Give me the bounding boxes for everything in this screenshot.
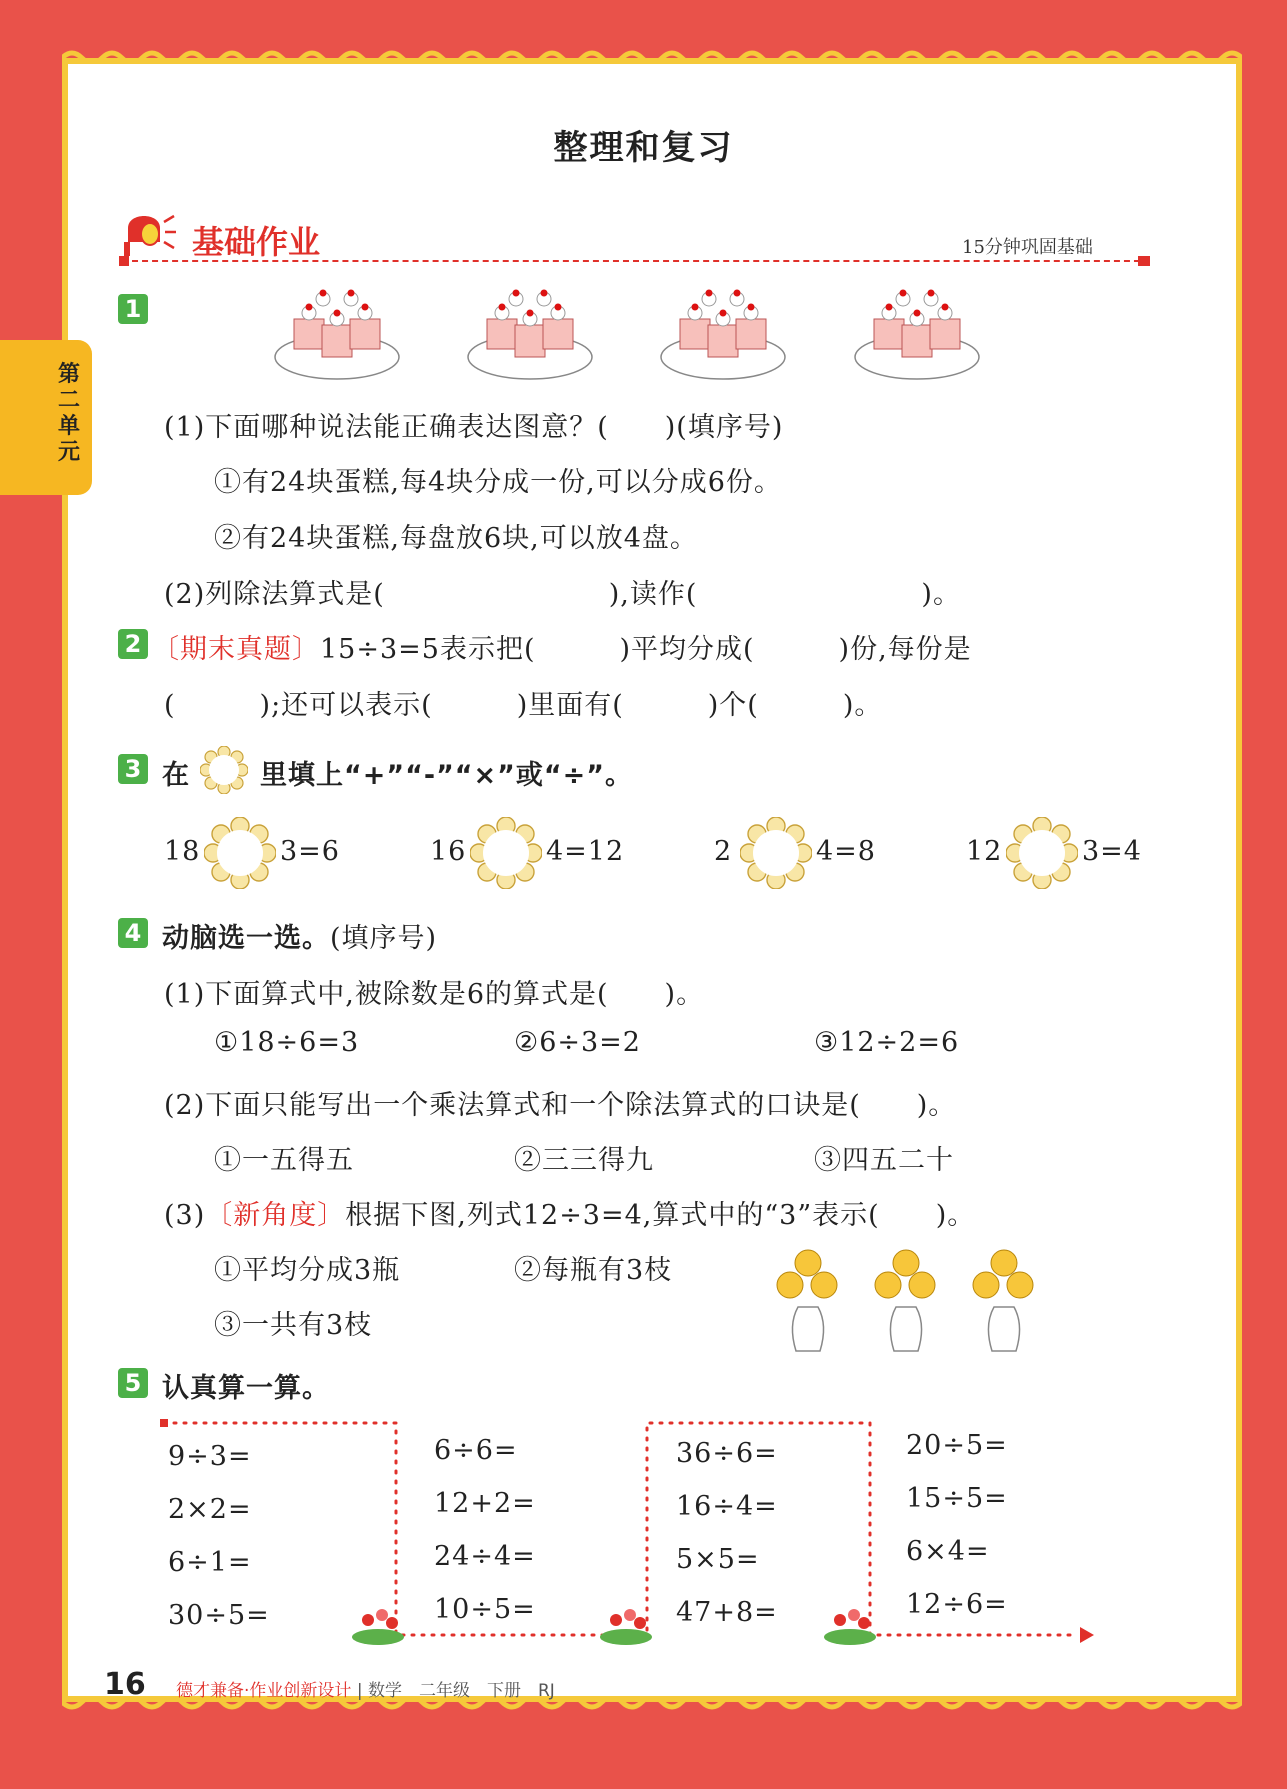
q1-option-1: ①有24块蛋糕,每4块分成一份,可以分成6份。: [214, 467, 782, 498]
q3-item-3-left: 2: [714, 836, 733, 867]
q4-part1-text: (1)下面算式中,被除数是6的算式是( )。: [164, 979, 705, 1010]
calc-item: 2×2=: [168, 1494, 252, 1525]
calc-item: 6×4=: [906, 1536, 990, 1567]
q3-item-1-right: 3=6: [280, 836, 340, 867]
q4-part2-option-1: ①一五得五: [214, 1145, 354, 1176]
q4-part1-option-1: ①18÷6=3: [214, 1027, 360, 1058]
flower-ring-answer-box[interactable]: [740, 817, 812, 889]
divider-end-left: [119, 256, 129, 266]
q5-intro: 认真算一算。: [162, 1373, 330, 1404]
question-number-5: 5: [118, 1368, 148, 1398]
q1-part1-text: (1)下面哪种说法能正确表达图意？( )(填序号): [164, 412, 784, 443]
calc-item: 9÷3=: [168, 1441, 252, 1472]
q1-option-2: ②有24块蛋糕,每盘放6块,可以放4盘。: [214, 523, 698, 554]
page-number: 16: [104, 1667, 146, 1702]
divider-end-right: [1138, 256, 1150, 266]
calc-item: 6÷6=: [434, 1435, 518, 1466]
question-number-1: 1: [118, 294, 148, 324]
flower-ring-icon: [200, 746, 248, 794]
q4-part3-tag: 〔新角度〕: [205, 1200, 346, 1231]
q3-item-2-left: 16: [430, 836, 467, 867]
calc-item: 36÷6=: [676, 1438, 778, 1469]
footer-text: [176, 1676, 555, 1701]
q3-item-2-right: 4=12: [546, 836, 625, 867]
calc-item: 12÷6=: [906, 1589, 1008, 1620]
q4-part2-text: (2)下面只能写出一个乘法算式和一个除法算式的口诀是( )。: [164, 1090, 957, 1121]
flower-vase-illustration: [768, 1245, 848, 1355]
q3-item-1-left: 18: [164, 836, 201, 867]
q3-item-4-left: 12: [966, 836, 1003, 867]
q4-part3-body: 根据下图,列式12÷3=4,算式中的“3”表示( )。: [345, 1200, 976, 1231]
section-divider: [122, 260, 1150, 262]
q4-part2-option-3: ③四五二十: [814, 1145, 954, 1176]
calc-item: 5×5=: [676, 1544, 760, 1575]
footer-separator: |: [356, 1681, 363, 1701]
q4-part3-text: [164, 1193, 975, 1232]
calc-item: 30÷5=: [168, 1600, 270, 1631]
calc-item: 10÷5=: [434, 1594, 536, 1625]
flower-vase-illustration: [866, 1245, 946, 1355]
calc-item: 6÷1=: [168, 1547, 252, 1578]
q3-item-4-right: 3=4: [1082, 836, 1142, 867]
q4-part2-option-2: ②三三得九: [514, 1145, 654, 1176]
q2-line-2: ( );还可以表示( )里面有( )个( )。: [164, 690, 883, 721]
calc-item: 12+2=: [434, 1488, 536, 1519]
flower-ring-answer-box[interactable]: [470, 817, 542, 889]
question-number-3: 3: [118, 754, 148, 784]
unit-tab: [0, 340, 92, 495]
q4-intro-b: (填序号): [330, 923, 438, 954]
q2-line-1: [152, 627, 972, 666]
q4-intro: [162, 916, 437, 955]
calc-item: 20÷5=: [906, 1430, 1008, 1461]
page-title: 整理和复习: [553, 128, 734, 168]
q3-item-3-right: 4=8: [816, 836, 876, 867]
calc-item: 47+8=: [676, 1597, 778, 1628]
section-title: 基础作业: [192, 223, 321, 261]
calc-item: 16÷4=: [676, 1491, 778, 1522]
cake-plate-illustration: [658, 285, 788, 385]
q3-intro-a: 在: [162, 760, 190, 791]
flower-vase-illustration: [964, 1245, 1044, 1355]
cake-plate-illustration: [465, 285, 595, 385]
cake-plate-illustration: [852, 285, 982, 385]
calc-item: 15÷5=: [906, 1483, 1008, 1514]
footer-info: 数学 二年级 下册 RJ: [367, 1681, 555, 1701]
q1-part2-text: (2)列除法算式是( ),读作( )。: [164, 579, 961, 610]
q4-part3-prefix: (3): [164, 1200, 206, 1231]
q2-line-1-text: 15÷3=5表示把( )平均分成( )份,每份是: [320, 634, 972, 665]
q4-intro-a: 动脑选一选。: [162, 923, 330, 954]
bell-speaker-icon: [120, 208, 178, 260]
flower-ring-answer-box[interactable]: [1006, 817, 1078, 889]
grass-flower-decoration: [352, 1609, 876, 1645]
section-note: 15分钟巩固基础: [962, 237, 1093, 258]
calc-item: 24÷4=: [434, 1541, 536, 1572]
cake-plate-illustration: [272, 285, 402, 385]
q4-part1-option-2: ②6÷3=2: [514, 1027, 641, 1058]
q4-part3-option-2: ②每瓶有3枝: [514, 1255, 673, 1286]
q4-part3-option-1: ①平均分成3瓶: [214, 1255, 401, 1286]
footer-brand: 德才兼备·作业创新设计: [176, 1681, 352, 1701]
question-number-4: 4: [118, 918, 148, 948]
q3-intro-b: 里填上“+”“-”“×”或“÷”。: [260, 760, 634, 791]
unit-tab-label: 第二单元: [58, 362, 81, 465]
question-number-2: 2: [118, 629, 148, 659]
q4-part1-option-3: ③12÷2=6: [814, 1027, 960, 1058]
q4-part3-option-3: ③一共有3枝: [214, 1310, 373, 1341]
q2-tag: 〔期末真题〕: [152, 634, 320, 665]
flower-ring-answer-box[interactable]: [204, 817, 276, 889]
